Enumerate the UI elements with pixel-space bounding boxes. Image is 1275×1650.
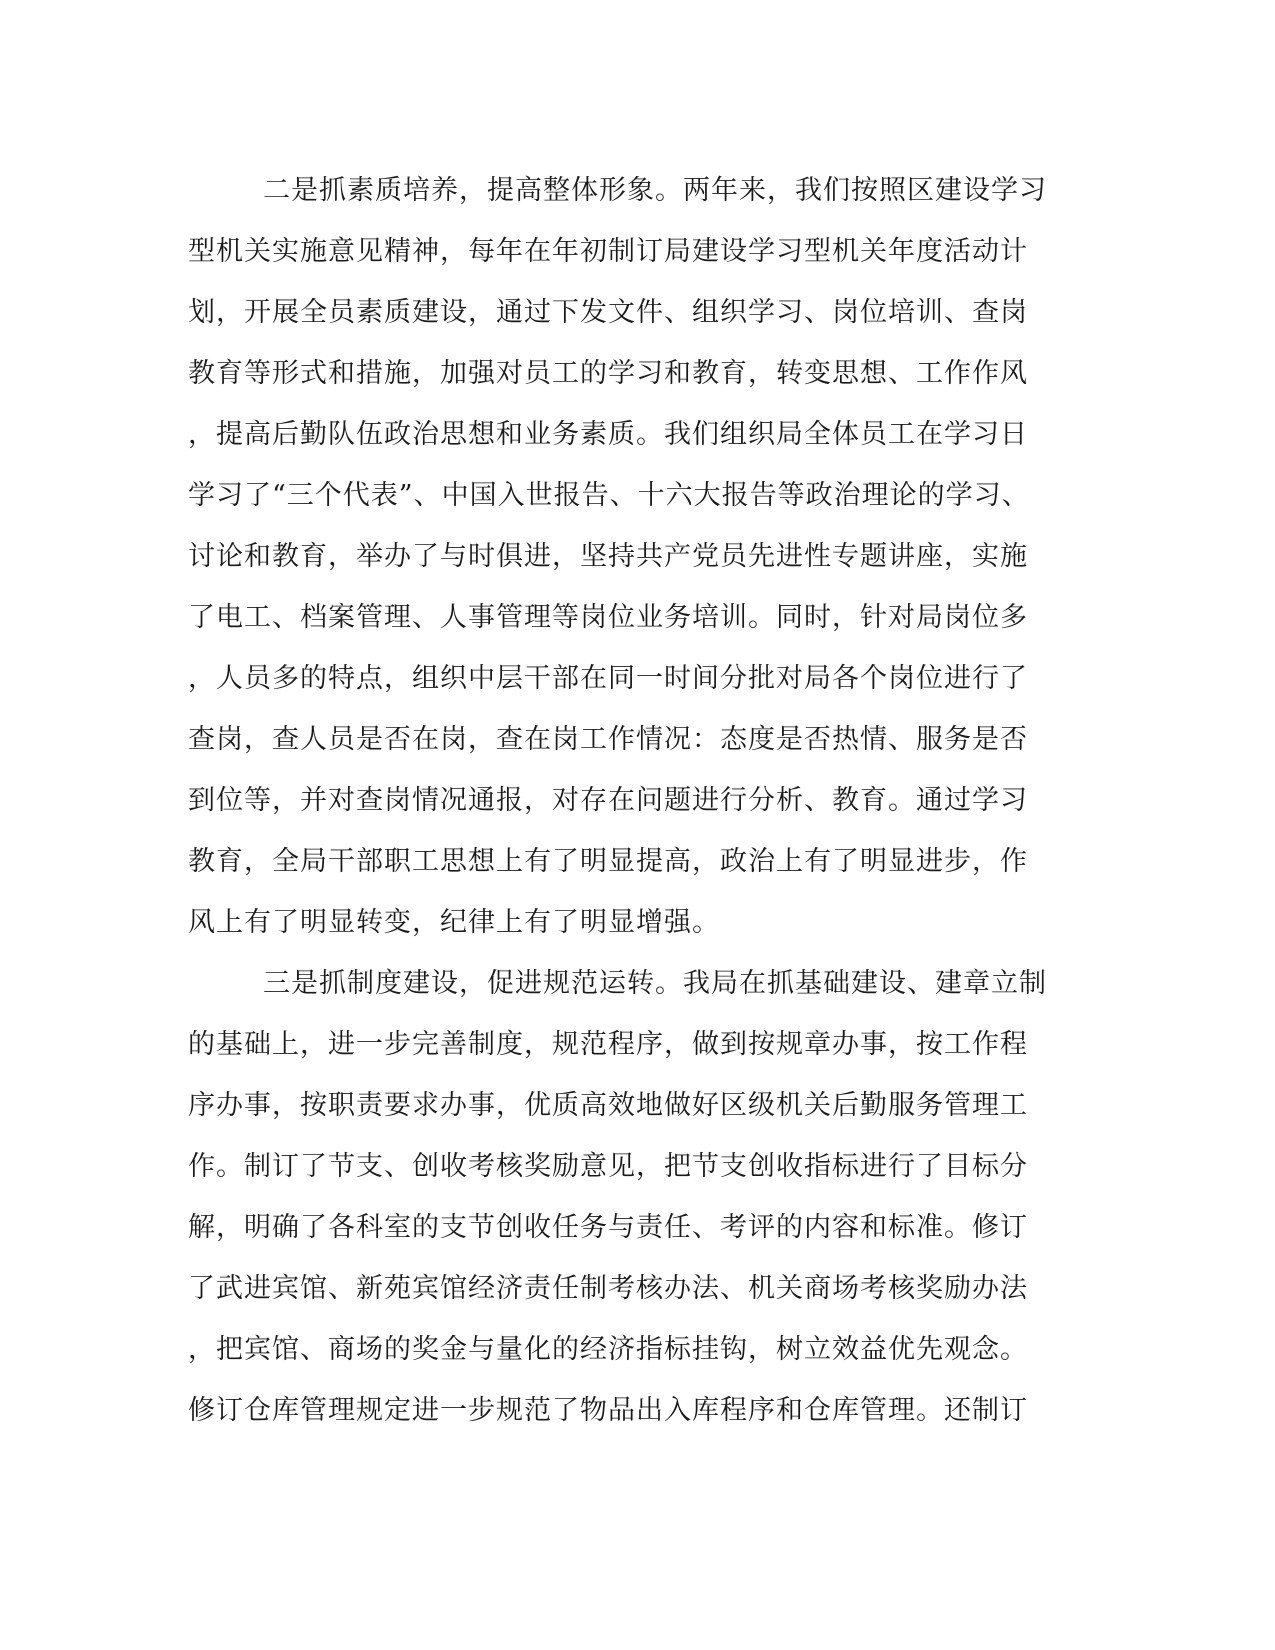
paragraph-line: 解，明确了各科室的支节创收任务与责任、考评的内容和标准。修订: [188, 1212, 1028, 1243]
paragraph-line: 风上有了明显转变，纪律上有了明显增强。: [188, 907, 720, 938]
paragraph-line: 型机关实施意见精神，每年在年初制订局建设学习型机关年度活动计: [188, 236, 1028, 267]
paragraph-system-building: [188, 953, 1068, 1441]
paragraph-line: 修订仓库管理规定进一步规范了物品出入库程序和仓库管理。还制订: [188, 1395, 1028, 1426]
paragraph-line: 了武进宾馆、新苑宾馆经济责任制考核办法、机关商场考核奖励办法: [188, 1273, 1028, 1304]
paragraph-line: 教育，全局干部职工思想上有了明显提高，政治上有了明显进步，作: [188, 846, 1028, 877]
paragraph-line: 了电工、档案管理、人事管理等岗位业务培训。同时，针对局岗位多: [188, 602, 1028, 633]
paragraph-line: 二是抓素质培养，提高整体形象。两年来，我们按照区建设学习: [263, 175, 1047, 206]
paragraph-line: 到位等，并对查岗情况通报，对存在问题进行分析、教育。通过学习: [188, 785, 1028, 816]
paragraph-line: 查岗，查人员是否在岗，查在岗工作情况：态度是否热情、服务是否: [188, 724, 1028, 755]
paragraph-line: 学习了“三个代表”、中国入世报告、十六大报告等政治理论的学习、: [188, 480, 1030, 511]
paragraph-line: 的基础上，进一步完善制度，规范程序，做到按规章办事，按工作程: [188, 1029, 1028, 1060]
paragraph-line: 三是抓制度建设，促进规范运转。我局在抓基础建设、建章立制: [263, 968, 1047, 999]
paragraph-line: 划，开展全员素质建设，通过下发文件、组织学习、岗位培训、查岗: [188, 297, 1028, 328]
paragraph-line: ，把宾馆、商场的奖金与量化的经济指标挂钩，树立效益优先观念。: [188, 1334, 1028, 1365]
document-body: [188, 160, 1068, 1441]
paragraph-line: ，提高后勤队伍政治思想和业务素质。我们组织局全体员工在学习日: [188, 419, 1028, 450]
paragraph-line: ，人员多的特点，组织中层干部在同一时间分批对局各个岗位进行了: [188, 663, 1028, 694]
paragraph-line: 序办事，按职责要求办事，优质高效地做好区级机关后勤服务管理工: [188, 1090, 1028, 1121]
paragraph-line: 讨论和教育，举办了与时俱进，坚持共产党员先进性专题讲座，实施: [188, 541, 1028, 572]
paragraph-quality-training: [188, 160, 1068, 953]
paragraph-line: 作。制订了节支、创收考核奖励意见，把节支创收指标进行了目标分: [188, 1151, 1028, 1182]
paragraph-line: 教育等形式和措施，加强对员工的学习和教育，转变思想、工作作风: [188, 358, 1028, 389]
